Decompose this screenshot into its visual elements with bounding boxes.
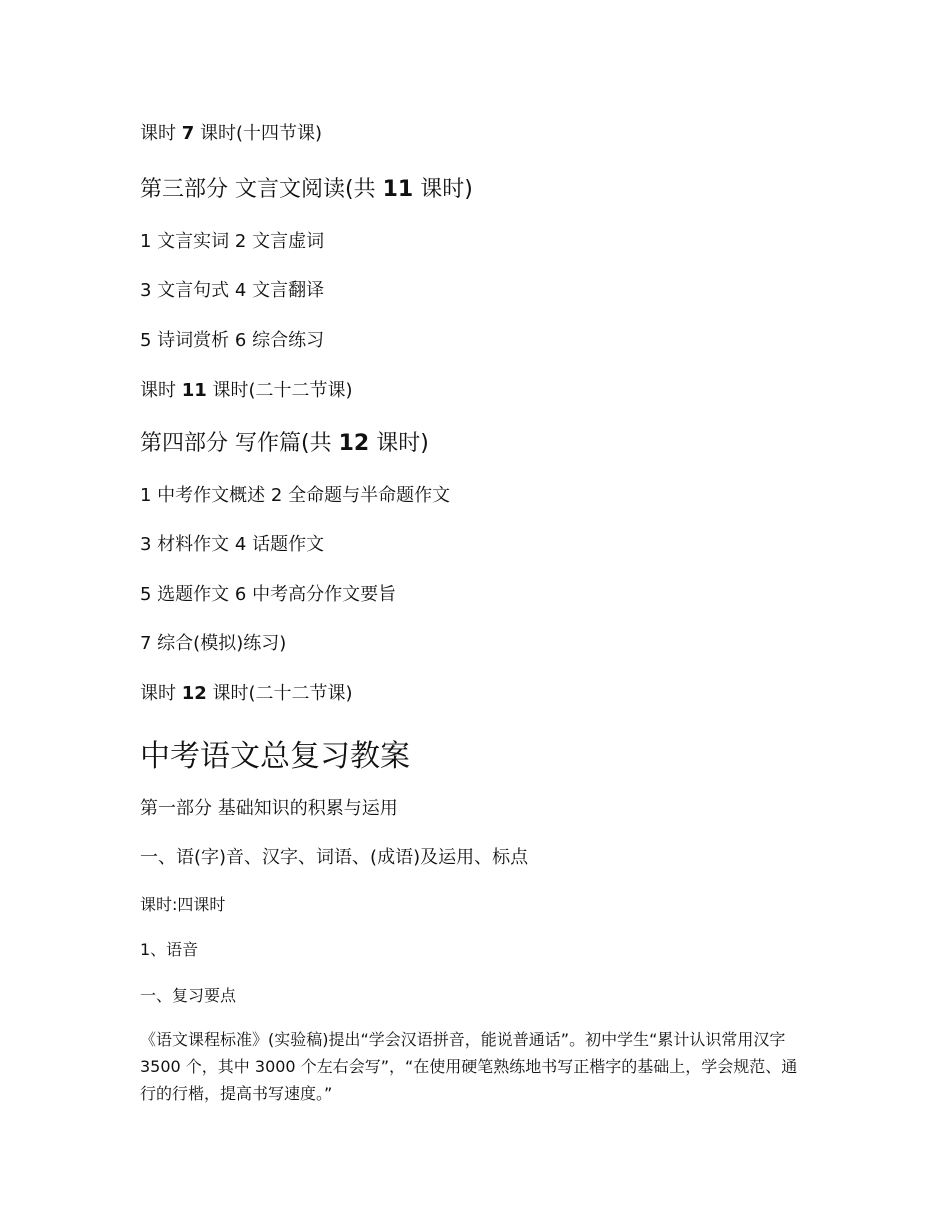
section-heading-part-three [140,172,473,203]
list-line: 5 选题作文 6 中考高分作文要旨 [140,584,397,605]
part-heading: 第一部分 基础知识的积累与运用 [140,798,398,819]
line-text: 第四部分 写作篇(共 [140,431,339,456]
list-line: 5 诗词赏析 6 综合练习 [140,330,325,351]
line-number: 12 [181,683,207,704]
line-number: 12 [338,431,370,456]
line-number: 11 [382,177,414,202]
lesson-hours-note: 课时:四课时 [140,895,226,914]
subsection-heading: 一、复习要点 [140,986,237,1005]
section-heading-part-four [140,426,429,457]
list-line: 3 文言句式 4 文言翻译 [140,280,325,301]
line-text: 课时) [369,431,429,456]
line-number: 7 [181,123,195,144]
line-text: 课时(二十二节课) [206,380,353,401]
list-line: 3 材料作文 4 话题作文 [140,534,325,555]
line-lesson-hours-12 [140,679,353,705]
list-line: 1 中考作文概述 2 全命题与半命题作文 [140,485,451,506]
line-text: 课时 [140,380,182,401]
line-lesson-hours-11 [140,376,353,402]
topic-heading: 一、语(字)音、汉字、词语、(成语)及运用、标点 [140,847,529,868]
line-text: 课时 [140,683,182,704]
body-paragraph: 《语文课程标准》(实验稿)提出“学会汉语拼音，能说普通话”。初中学生“累计认识常用汉字 3500 个，其中 3000 个左右会写”，“在使用硬笔熟练地书写正楷字的基础上，学会规范、通行的行楷，提高书写速度。” [140,1030,798,1103]
line-text: 课时) [413,177,473,202]
line-text: 课时 [140,123,182,144]
list-line: 1 文言实词 2 文言虚词 [140,231,325,252]
line-number: 11 [181,380,207,401]
list-line: 7 综合(模拟)练习) [140,633,287,654]
line-text: 课时(十四节课) [194,123,323,144]
line-text: 第三部分 文言文阅读(共 [140,177,383,202]
line-lesson-hours-7 [140,119,322,145]
page-title: 中考语文总复习教案 [140,739,410,774]
subsection-heading: 1、语音 [140,940,199,959]
line-text: 课时(二十二节课) [206,683,353,704]
